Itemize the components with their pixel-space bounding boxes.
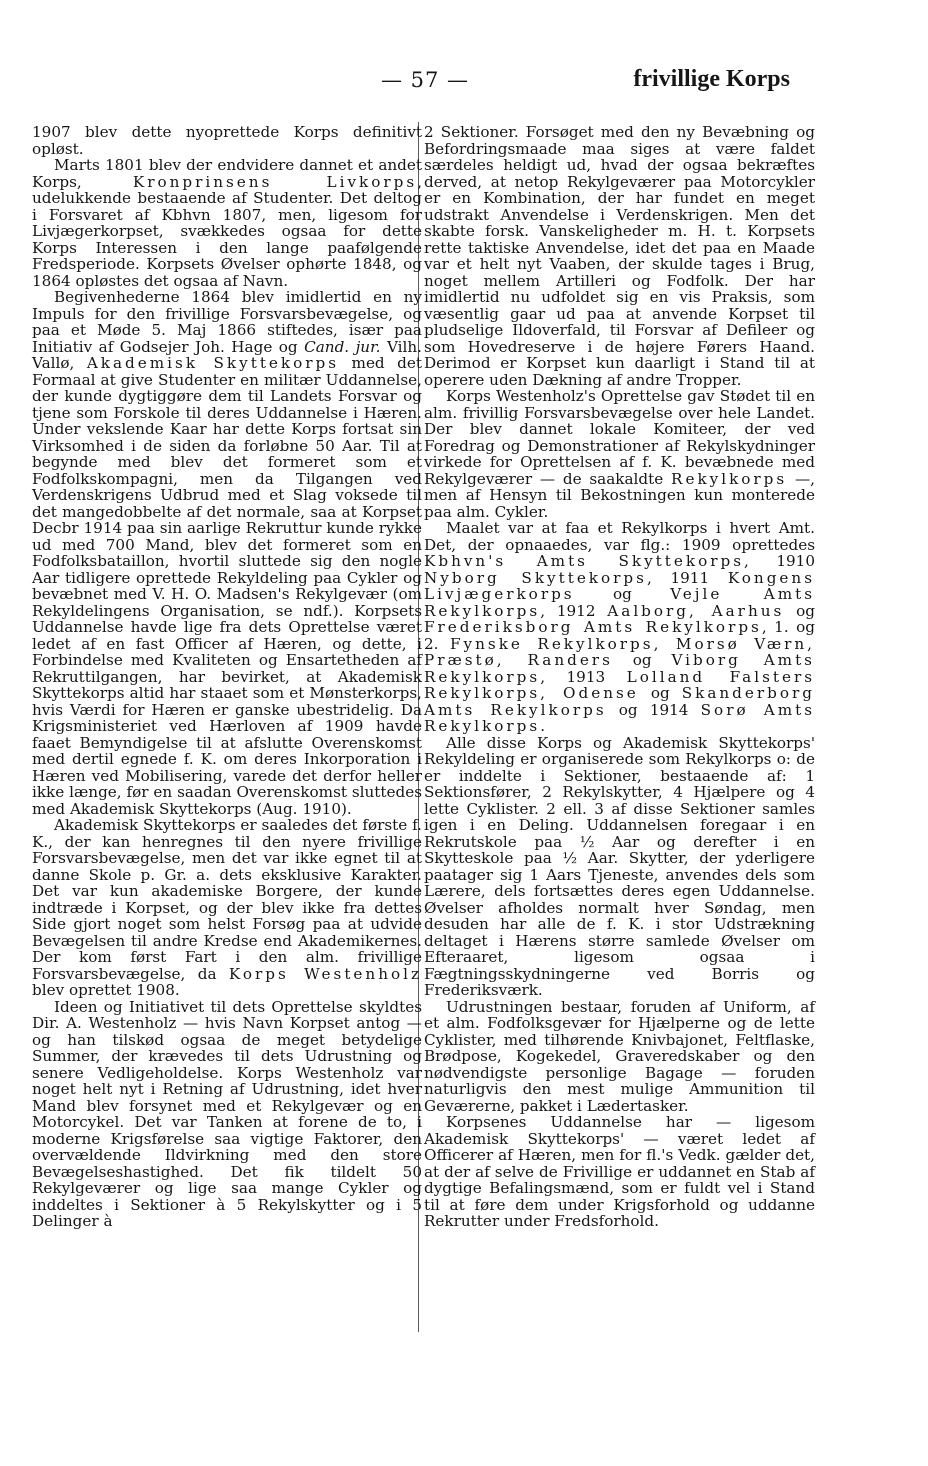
- spaced-name: Korps Westenholz: [228, 964, 422, 983]
- left-column: [32, 124, 422, 1230]
- paragraph: Udrustningen bestaar, foruden af Uniform, af et alm. Fodfolksgevær for Hjælperne og de lette Cyklister, med tilhørende Knivbajonet, Feltflaske, Brødpose, Kogekedel, Graveredskaber og den nødvendigste personlige Bagage — foruden naturligvis den mest mulige Ammunition til Geværerne, pakket i Lædertasker.: [424, 997, 815, 1115]
- text-run: Vilh. Vallø,: [32, 337, 422, 372]
- paragraph: [424, 388, 815, 520]
- text-run: , 1913: [540, 667, 627, 686]
- text-run: og: [574, 585, 671, 603]
- text-run: , 1910: [744, 552, 815, 570]
- italic-text: Cand. jur.: [304, 337, 381, 356]
- spaced-name: Kbhvn's Amts Skyttekorps: [424, 552, 744, 570]
- paragraph: 2 Sektioner. Forsøget med den ny Bevæbning og Befordringsmaade maa siges at være faldet særdeles heldigt ud, hvad der ogsaa bekræftes derved, at netop Rekylgeværer paa Motorcykler er en Kombination, der har fundet en meget udstrakt Anvendelse i Verdenskrigen. Men det skabte forsk. Vanskeligheder m. H. t. Korpsets rette taktiske Anvendelse, idet det paa en Maade var et helt nyt Vaaben, der skulde tages i Brug, noget mellem Artilleri og Fodfolk. Der har imidlertid nu udfoldet sig en vis Praksis, som væsentlig gaar ud paa at anvende Korpset til pludselige Ildoverfald, til Forsvar af Defileer og som Hovedreserve i de højere Førers Haand. Derimod er Korpset kun daarligt i Stand til at operere uden Dækning af andre Tropper.: [424, 123, 815, 389]
- paragraph: [32, 289, 422, 817]
- text-run: og: [638, 684, 682, 702]
- paragraph: Korpsenes Uddannelse har — ligesom Akademisk Skyttekorps' — været ledet af Officerer af Hæren, men for fl.'s Vedk. gælder det, at der af selve de Frivillige er uddannet en Stab af dygtige Befalingsmænd, som er fuldt vel i Stand til at føre dem under Krigsforhold og uddanne Rekrutter under Fredsforhold.: [424, 1113, 815, 1230]
- spaced-name: Vejle Amts Rekylkorps: [424, 585, 815, 620]
- paragraph: Alle disse Korps og Akademisk Skyttekorps' Rekyldeling er organiserede som Rekylkorps o: de er inddelte i Sektioner, bestaaende af: 1 Sektionsfører, 2 Rekylskytter, 4 Hjælpere og 4 lette Cyklister. 2 ell. 3 af disse Sektioner samles igen i en Deling. Uddannelsen foregaar i en Rekrutskole paa ½ Aar og derefter i en Skytteskole paa ½ Aar. Skytter, der yderligere paatager sig 1 Aars Tjeneste, anvendes dels som Lærere, dels fortsættes deres egen Uddannelse. Øvelser afholdes normalt hver Søndag, men desuden har alle de f. K. i stor Udstrækning deltaget i Hærens større samlede Øvelser om Efteraaret, ligesom ogsaa i Fægtningsskydningerne ved Borris og Frederiksværk.: [424, 733, 815, 999]
- spaced-name: Kongens Livjægerkorps: [424, 568, 815, 603]
- spaced-name: Fynske Rekylkorps, Morsø Værn, Præstø, Randers: [424, 634, 815, 669]
- spaced-name: Aalborg, Aarhus: [607, 601, 785, 620]
- paragraph: 1907 blev dette nyoprettede Korps definitivt opløst.: [32, 123, 422, 158]
- paragraph: [32, 817, 422, 999]
- paragraph: [424, 520, 815, 735]
- text-run: og: [784, 601, 815, 620]
- spaced-name: Frederiksborg Amts Rekylkorps: [424, 618, 762, 636]
- text-run: , 1911: [646, 568, 728, 587]
- text-run: Maalet var at faa et Rekylkorps i hvert Amt. Det, der opnaaedes, var flg.: 1909 oprettedes: [424, 519, 815, 554]
- text-run: —, men af Hensyn til Bekostningen kun monterede paa alm. Cykler.: [424, 469, 816, 521]
- spaced-name: Lolland Falsters Rekylkorps, Odense: [424, 667, 816, 702]
- paragraph: [32, 157, 422, 289]
- text-run: , udelukkende bestaaende af Studenter. Det deltog i Forsvaret af Kbhvn 1807, men, ligesom for Livjægerkorpset, svækkedes ogsaa for dette Korps Interessen i den lange paafølgende Fredsperiode. Korpsets Øvelser ophørte 1848, og 1864 opløstes det ogsaa af Navn.: [32, 172, 423, 290]
- spaced-name: Sorø Amts Rekylkorps: [424, 700, 816, 735]
- spaced-name: Kronprinsens Livkorps: [132, 172, 418, 191]
- text-run: , 1. og 2.: [424, 618, 815, 653]
- paragraph: Ideen og Initiativet til dets Oprettelse skyldtes Dir. A. Westenholz — hvis Navn Korpset antog — og han tilskød ogsaa de meget betydelige Summer, der krævedes til dets Udrustning og senere Vedligeholdelse. Korps Westenholz var noget helt nyt i Retning af Udrustning, idet hver Mand blev forsynet med et Rekylgevær og en Motorcykel. Det var Tanken at forene de to, i moderne Krigsførelse saa vigtige Faktorer, den overvældende Ildvirkning med den store Bevægelseshastighed. Det fik tildelt 50 Rekylgeværer og lige saa mange Cykler og inddeltes i Sektioner à 5 Rekylskytter og i 5 Delinger à: [32, 997, 422, 1230]
- spaced-name: Akademisk Skyttekorps: [86, 354, 340, 372]
- text-run: , 1912: [540, 601, 608, 620]
- page-number: — 57 —: [380, 68, 470, 92]
- text-run: .: [540, 717, 546, 735]
- spaced-name: Nyborg Skyttekorps: [424, 568, 647, 587]
- text-run: Korps Westenholz's Oprettelse gav Stødet til en alm. frivillig Forsvarsbevægelse over hele Landet. Der blev dannet lokale Komiteer, der ved Foredrag og Demonstrationer af Rekylskydninger virkede for Oprettelsen af f. K. bevæbnede med Rekylgeværer — de saakaldte: [424, 387, 815, 488]
- spaced-name: Rekylkorps: [671, 469, 788, 488]
- text-run: og: [612, 651, 672, 669]
- text-run: Akademisk Skyttekorps er saaledes det første f. K., der kan henregnes til den nyere frivillige Forsvarsbevægelse, men det var ikke egnet til at danne Skole p. Gr. a. dets eksklusive Karakter. Det var kun akademiske Borgere, der kunde indtræde i Korpset, og der blev ikke fra dettes Side gjort noget som helst Forsøg paa at udvide Bevægelsen til andre Kredse end Akademikernes. Der kom først Fart i den alm. frivillige Forsvarsbevægelse, da: [32, 816, 422, 983]
- right-column: [424, 124, 815, 1230]
- text-run: Marts 1801 blev der endvidere dannet et andet Korps,: [32, 156, 422, 191]
- text-run: og 1914: [606, 700, 701, 719]
- running-title: frivillige Korps: [633, 66, 790, 92]
- text-run: blev oprettet 1908.: [32, 981, 180, 999]
- spaced-name: Skanderborg Amts Rekylkorps: [424, 684, 815, 719]
- text-run: Begivenhederne 1864 blev imidlertid en ny Impuls for den frivillige Forsvarsbevægelse, og paa et Møde 5. Maj 1866 stiftedes, især paa Initiativ af Godsejer Joh. Hage og: [32, 288, 422, 356]
- spaced-name: Viborg Amts Rekylkorps: [424, 651, 815, 686]
- text-run: med det Formaal at give Studenter en militær Uddannelse, der kunde dygtiggøre dem til Landets Forsvar og tjene som Forskole til deres Uddannelse i Hæren. Under vekslende Kaar har dette Korps fortsat sin Virksomhed i de siden da forløbne 50 Aar. Til at begynde med blev det formeret som et Fodfolkskompagni, men da Tilgangen ved Verdenskrigens Udbrud med et Slag voksede til det mangedobbelte af det normale, saa at Korpset Decbr 1914 paa sin aarlige Rekruttur kunde rykke ud med 700 Mand, blev det formeret som en Fodfolksbataillon, hvortil sluttede sig den nogle Aar tidligere oprettede Rekyldeling paa Cykler og bevæbnet med V. H. O. Madsen's Rekylgevær (om Rekyldelingens Organisation, se ndf.). Korpsets Uddannelse havde lige fra dets Oprettelse været ledet af en fast Officer af Hæren, og dette, i Forbindelse med Kvaliteten og Ensartetheden af Rekruttilgangen, har bevirket, at Akademisk Skyttekorps altid har staaet som et Mønsterkorps, hvis Værdi for Hæren er ganske ubestridelig. Da Krigsministeriet ved Hærloven af 1909 havde faaet Bemyndigelse til at afslutte Overenskomst med dertil egnede f. K. om deres Inkorporation i Hæren ved Mobilisering, varede det derfor heller ikke længe, før en saadan Overenskomst sluttedes med Akademisk Skyttekorps (Aug. 1910).: [32, 354, 422, 818]
